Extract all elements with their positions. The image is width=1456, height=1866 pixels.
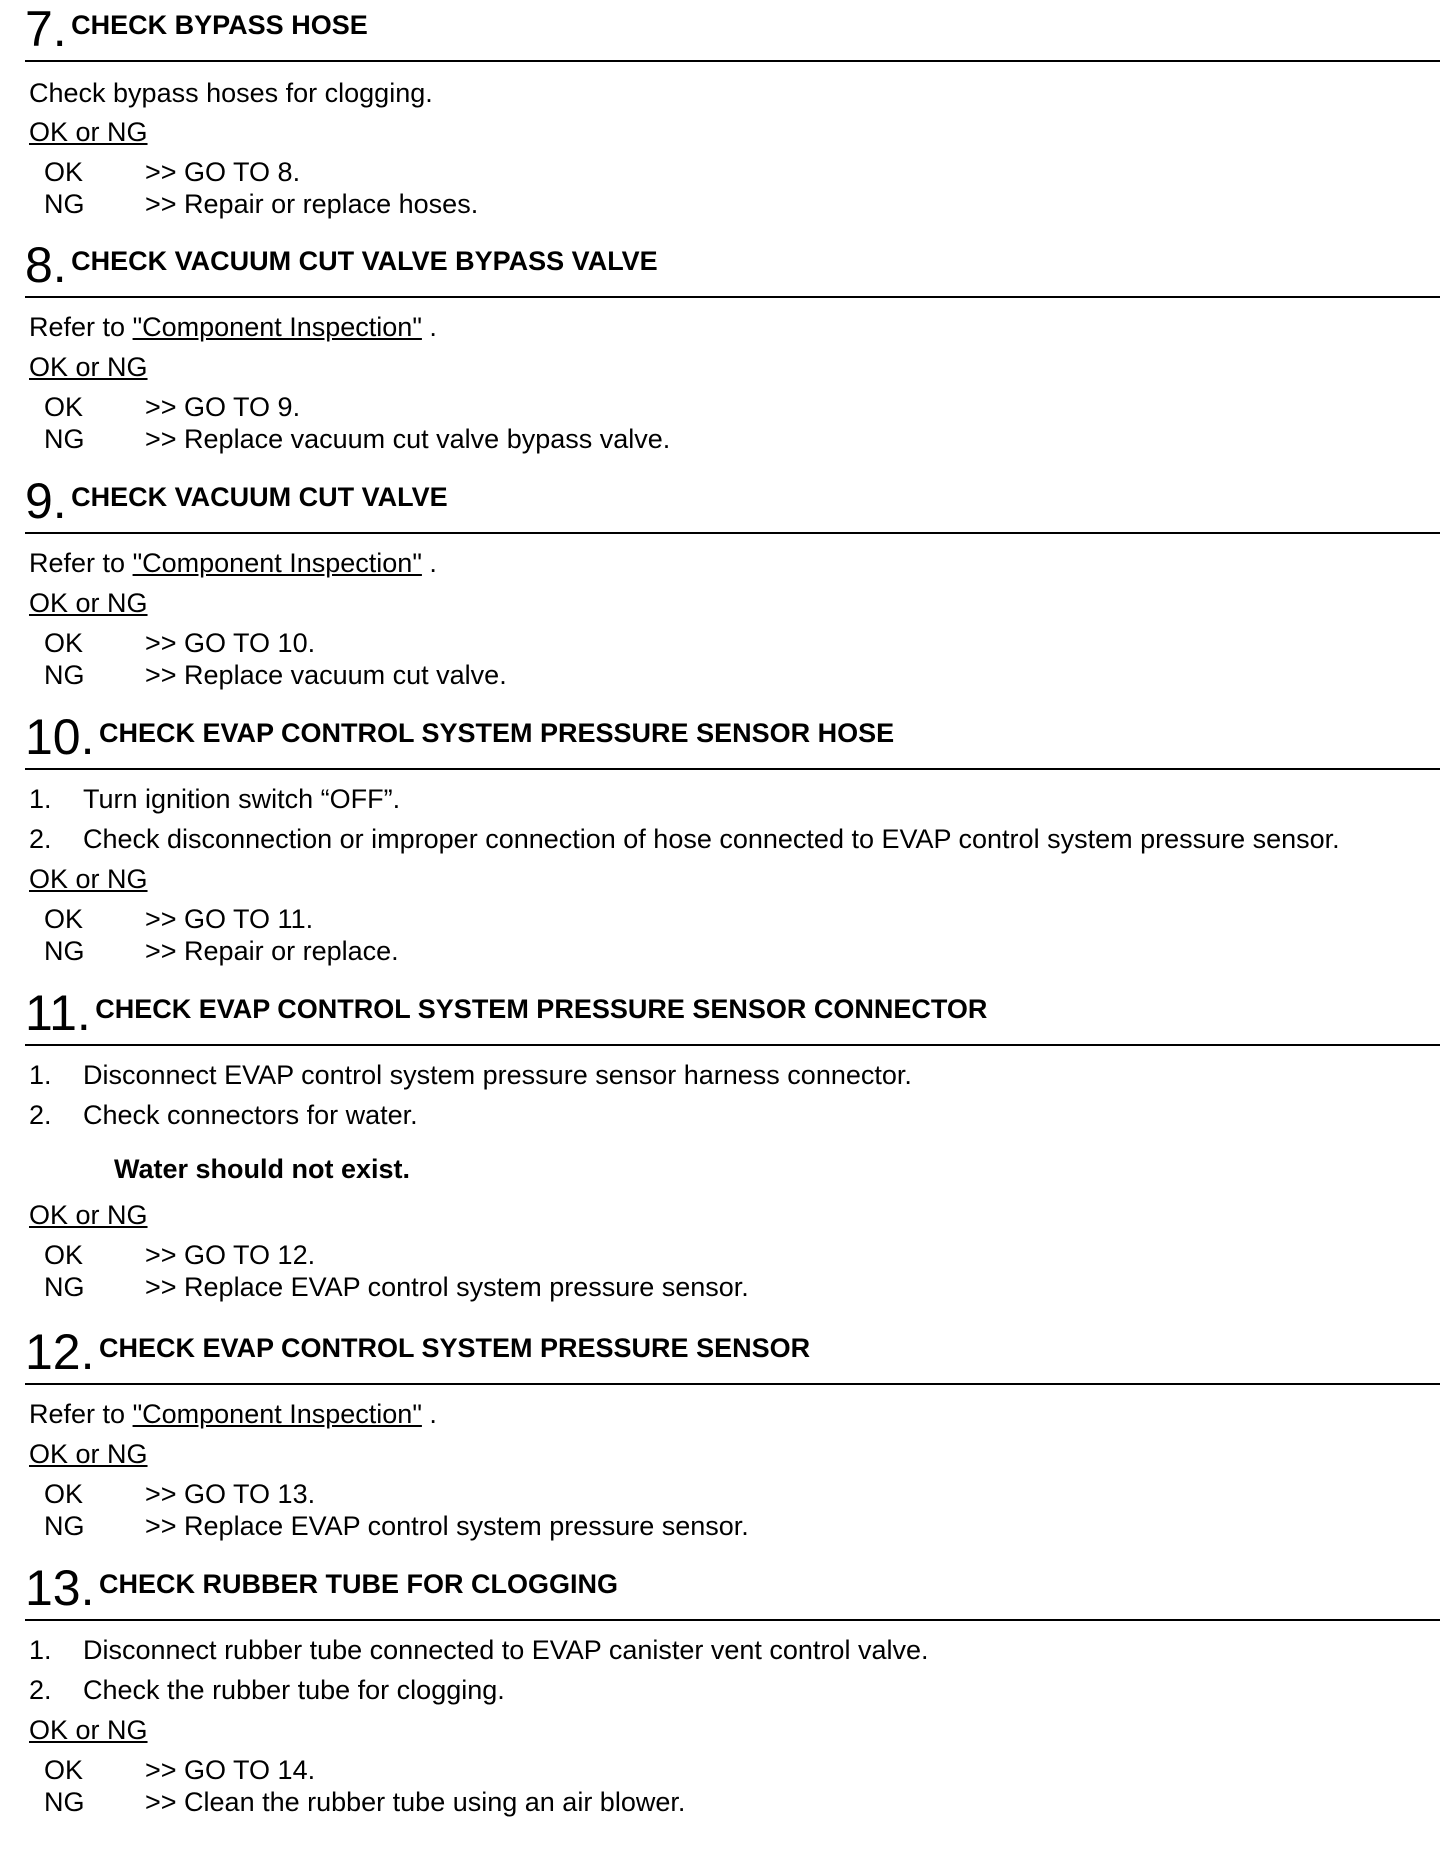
ng-label: NG <box>44 1511 85 1541</box>
step-heading <box>25 708 894 766</box>
item-text: Check the rubber tube for clogging. <box>83 1675 505 1705</box>
ng-action: >> Replace vacuum cut valve bypass valve. <box>145 424 671 454</box>
step-title: CHECK VACUUM CUT VALVE <box>71 482 448 512</box>
heading-rule <box>25 1383 1440 1385</box>
refer-line <box>29 1397 437 1431</box>
step-number: 10. <box>25 709 95 765</box>
ok-action: >> GO TO 12. <box>145 1240 316 1270</box>
ng-action: >> Clean the rubber tube using an air blower. <box>145 1787 686 1817</box>
ng-label: NG <box>44 660 85 690</box>
heading-rule <box>25 1044 1440 1046</box>
ng-label: NG <box>44 1787 85 1817</box>
ok-label: OK <box>44 1479 84 1509</box>
ok-label: OK <box>44 904 84 934</box>
step-title: CHECK BYPASS HOSE <box>71 10 368 40</box>
refer-line <box>29 546 437 580</box>
step-title: CHECK EVAP CONTROL SYSTEM PRESSURE SENSOR HOSE <box>98 718 895 748</box>
ok-action: >> GO TO 13. <box>145 1479 316 1509</box>
step-title: CHECK EVAP CONTROL SYSTEM PRESSURE SENSOR CONNECTOR <box>95 994 988 1024</box>
ok-action: >> GO TO 14. <box>145 1755 316 1785</box>
step-title: CHECK RUBBER TUBE FOR CLOGGING <box>98 1569 618 1599</box>
step-heading <box>25 1559 618 1617</box>
item-number: 1. <box>29 1060 52 1090</box>
ok-action: >> GO TO 8. <box>145 157 301 187</box>
heading-rule <box>25 768 1440 770</box>
step-number: 11. <box>25 985 91 1041</box>
item-text: Check connectors for water. <box>83 1100 418 1130</box>
refer-prefix: Refer to <box>29 548 126 578</box>
ng-action: >> Replace vacuum cut valve. <box>145 660 507 690</box>
refer-suffix: . <box>429 312 437 342</box>
ok-action: >> GO TO 10. <box>145 628 316 658</box>
step-number: 7. <box>25 1 67 57</box>
item-number: 1. <box>29 1635 52 1665</box>
item-number: 2. <box>29 824 52 854</box>
heading-rule <box>25 532 1440 534</box>
ok-label: OK <box>44 628 84 658</box>
ok-label: OK <box>44 1755 84 1785</box>
step-heading <box>25 472 448 530</box>
item-number: 2. <box>29 1675 52 1705</box>
step-number: 8. <box>25 237 67 293</box>
spec-note: Water should not exist. <box>114 1154 411 1184</box>
ok-label: OK <box>44 1240 84 1270</box>
step-heading <box>25 0 368 58</box>
ng-label: NG <box>44 1272 85 1302</box>
item-number: 1. <box>29 784 52 814</box>
component-inspection-link[interactable]: "Component Inspection" <box>132 312 422 342</box>
ng-label: NG <box>44 936 85 966</box>
step-heading <box>25 1323 810 1381</box>
ng-action: >> Replace EVAP control system pressure sensor. <box>145 1272 749 1302</box>
step-title: CHECK EVAP CONTROL SYSTEM PRESSURE SENSOR <box>98 1333 811 1363</box>
ok-action: >> GO TO 11. <box>145 904 314 934</box>
ok-or-ng-label: OK or NG <box>29 1715 148 1745</box>
heading-rule <box>25 60 1440 62</box>
refer-line <box>29 310 437 344</box>
step-heading <box>25 236 658 294</box>
ok-or-ng-label: OK or NG <box>29 588 148 618</box>
item-text: Disconnect rubber tube connected to EVAP canister vent control valve. <box>83 1635 929 1665</box>
step-title: CHECK VACUUM CUT VALVE BYPASS VALVE <box>71 246 658 276</box>
ok-or-ng-label: OK or NG <box>29 864 148 894</box>
ok-or-ng-label: OK or NG <box>29 1439 148 1469</box>
ok-label: OK <box>44 392 84 422</box>
step-number: 9. <box>25 473 67 529</box>
ng-action: >> Repair or replace hoses. <box>145 189 479 219</box>
heading-rule <box>25 1619 1440 1621</box>
item-text: Disconnect EVAP control system pressure sensor harness connector. <box>83 1060 912 1090</box>
component-inspection-link[interactable]: "Component Inspection" <box>132 1399 422 1429</box>
step-heading <box>25 984 987 1042</box>
ok-or-ng-label: OK or NG <box>29 352 148 382</box>
component-inspection-link[interactable]: "Component Inspection" <box>132 548 422 578</box>
ng-action: >> Replace EVAP control system pressure sensor. <box>145 1511 749 1541</box>
ng-label: NG <box>44 424 85 454</box>
heading-rule <box>25 296 1440 298</box>
ng-action: >> Repair or replace. <box>145 936 399 966</box>
refer-prefix: Refer to <box>29 312 126 342</box>
ok-or-ng-label: OK or NG <box>29 117 148 147</box>
refer-suffix: . <box>429 1399 437 1429</box>
item-number: 2. <box>29 1100 52 1130</box>
step-number: 13. <box>25 1560 95 1616</box>
ok-action: >> GO TO 9. <box>145 392 301 422</box>
item-text: Check disconnection or improper connection of hose connected to EVAP control system pressure sensor. <box>83 824 1340 854</box>
refer-prefix: Refer to <box>29 1399 126 1429</box>
refer-suffix: . <box>429 548 437 578</box>
ok-label: OK <box>44 157 84 187</box>
ok-or-ng-label: OK or NG <box>29 1200 148 1230</box>
ng-label: NG <box>44 189 85 219</box>
item-text: Turn ignition switch “OFF”. <box>83 784 401 814</box>
instruction-text: Check bypass hoses for clogging. <box>29 78 433 108</box>
step-number: 12. <box>25 1324 95 1380</box>
